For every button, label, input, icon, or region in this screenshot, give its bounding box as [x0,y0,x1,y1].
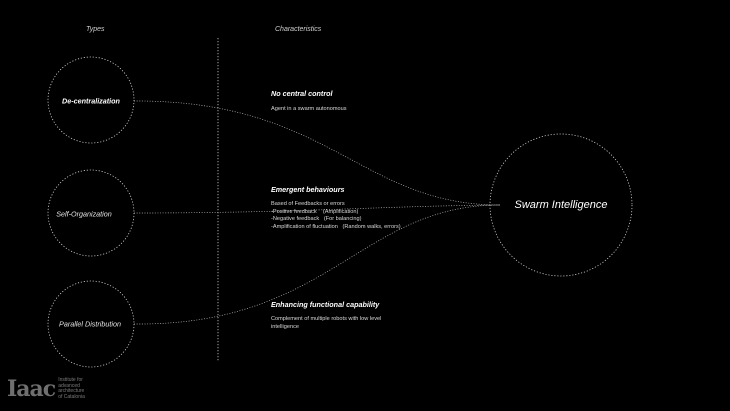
characteristic-line: intelligence [271,323,299,330]
logo-line: architecture [58,388,85,395]
iaac-logo-text [58,378,85,400]
characteristic-line: Complement of multiple robots with low level [271,316,382,322]
characteristic-line: -Amplification of fluctuation (Random walks, errors) [271,223,401,230]
characteristic-desc-emergent-behaviours [271,201,401,231]
type-label-decentralization: De-centralization [62,96,120,106]
header-types: Types [86,26,105,33]
iaac-logo-mark: Iaac [7,376,56,403]
characteristic-title-enhancing-capability: Enhancing functional capability [271,300,380,309]
logo-line: advanced [58,382,80,389]
characteristic-title-no-central-control: No central control [271,89,333,98]
header-characteristics: Characteristics [275,26,322,33]
logo-line: of Catalonia [58,393,85,400]
logo-line: Institute for [58,377,83,383]
characteristic-desc-enhancing-capability [271,316,381,331]
characteristic-line: -Positive feedback (Amplification) [271,208,359,215]
iaac-logo [7,376,85,403]
target-label: Swarm Intelligence [514,199,608,211]
characteristic-line: Based of Feedbacks or errors [271,201,345,207]
characteristic-line: Agent in a swarm autonomous [271,106,347,112]
type-label-parallel-distribution: Parallel Distribution [59,319,121,329]
type-label-self-organization: Self-Organization [56,209,112,219]
characteristic-line: -Negative feedback (For balancing) [271,216,362,223]
characteristic-title-emergent-behaviours: Emergent behaviours [271,185,345,194]
characteristic-desc-no-central-control [271,106,347,114]
